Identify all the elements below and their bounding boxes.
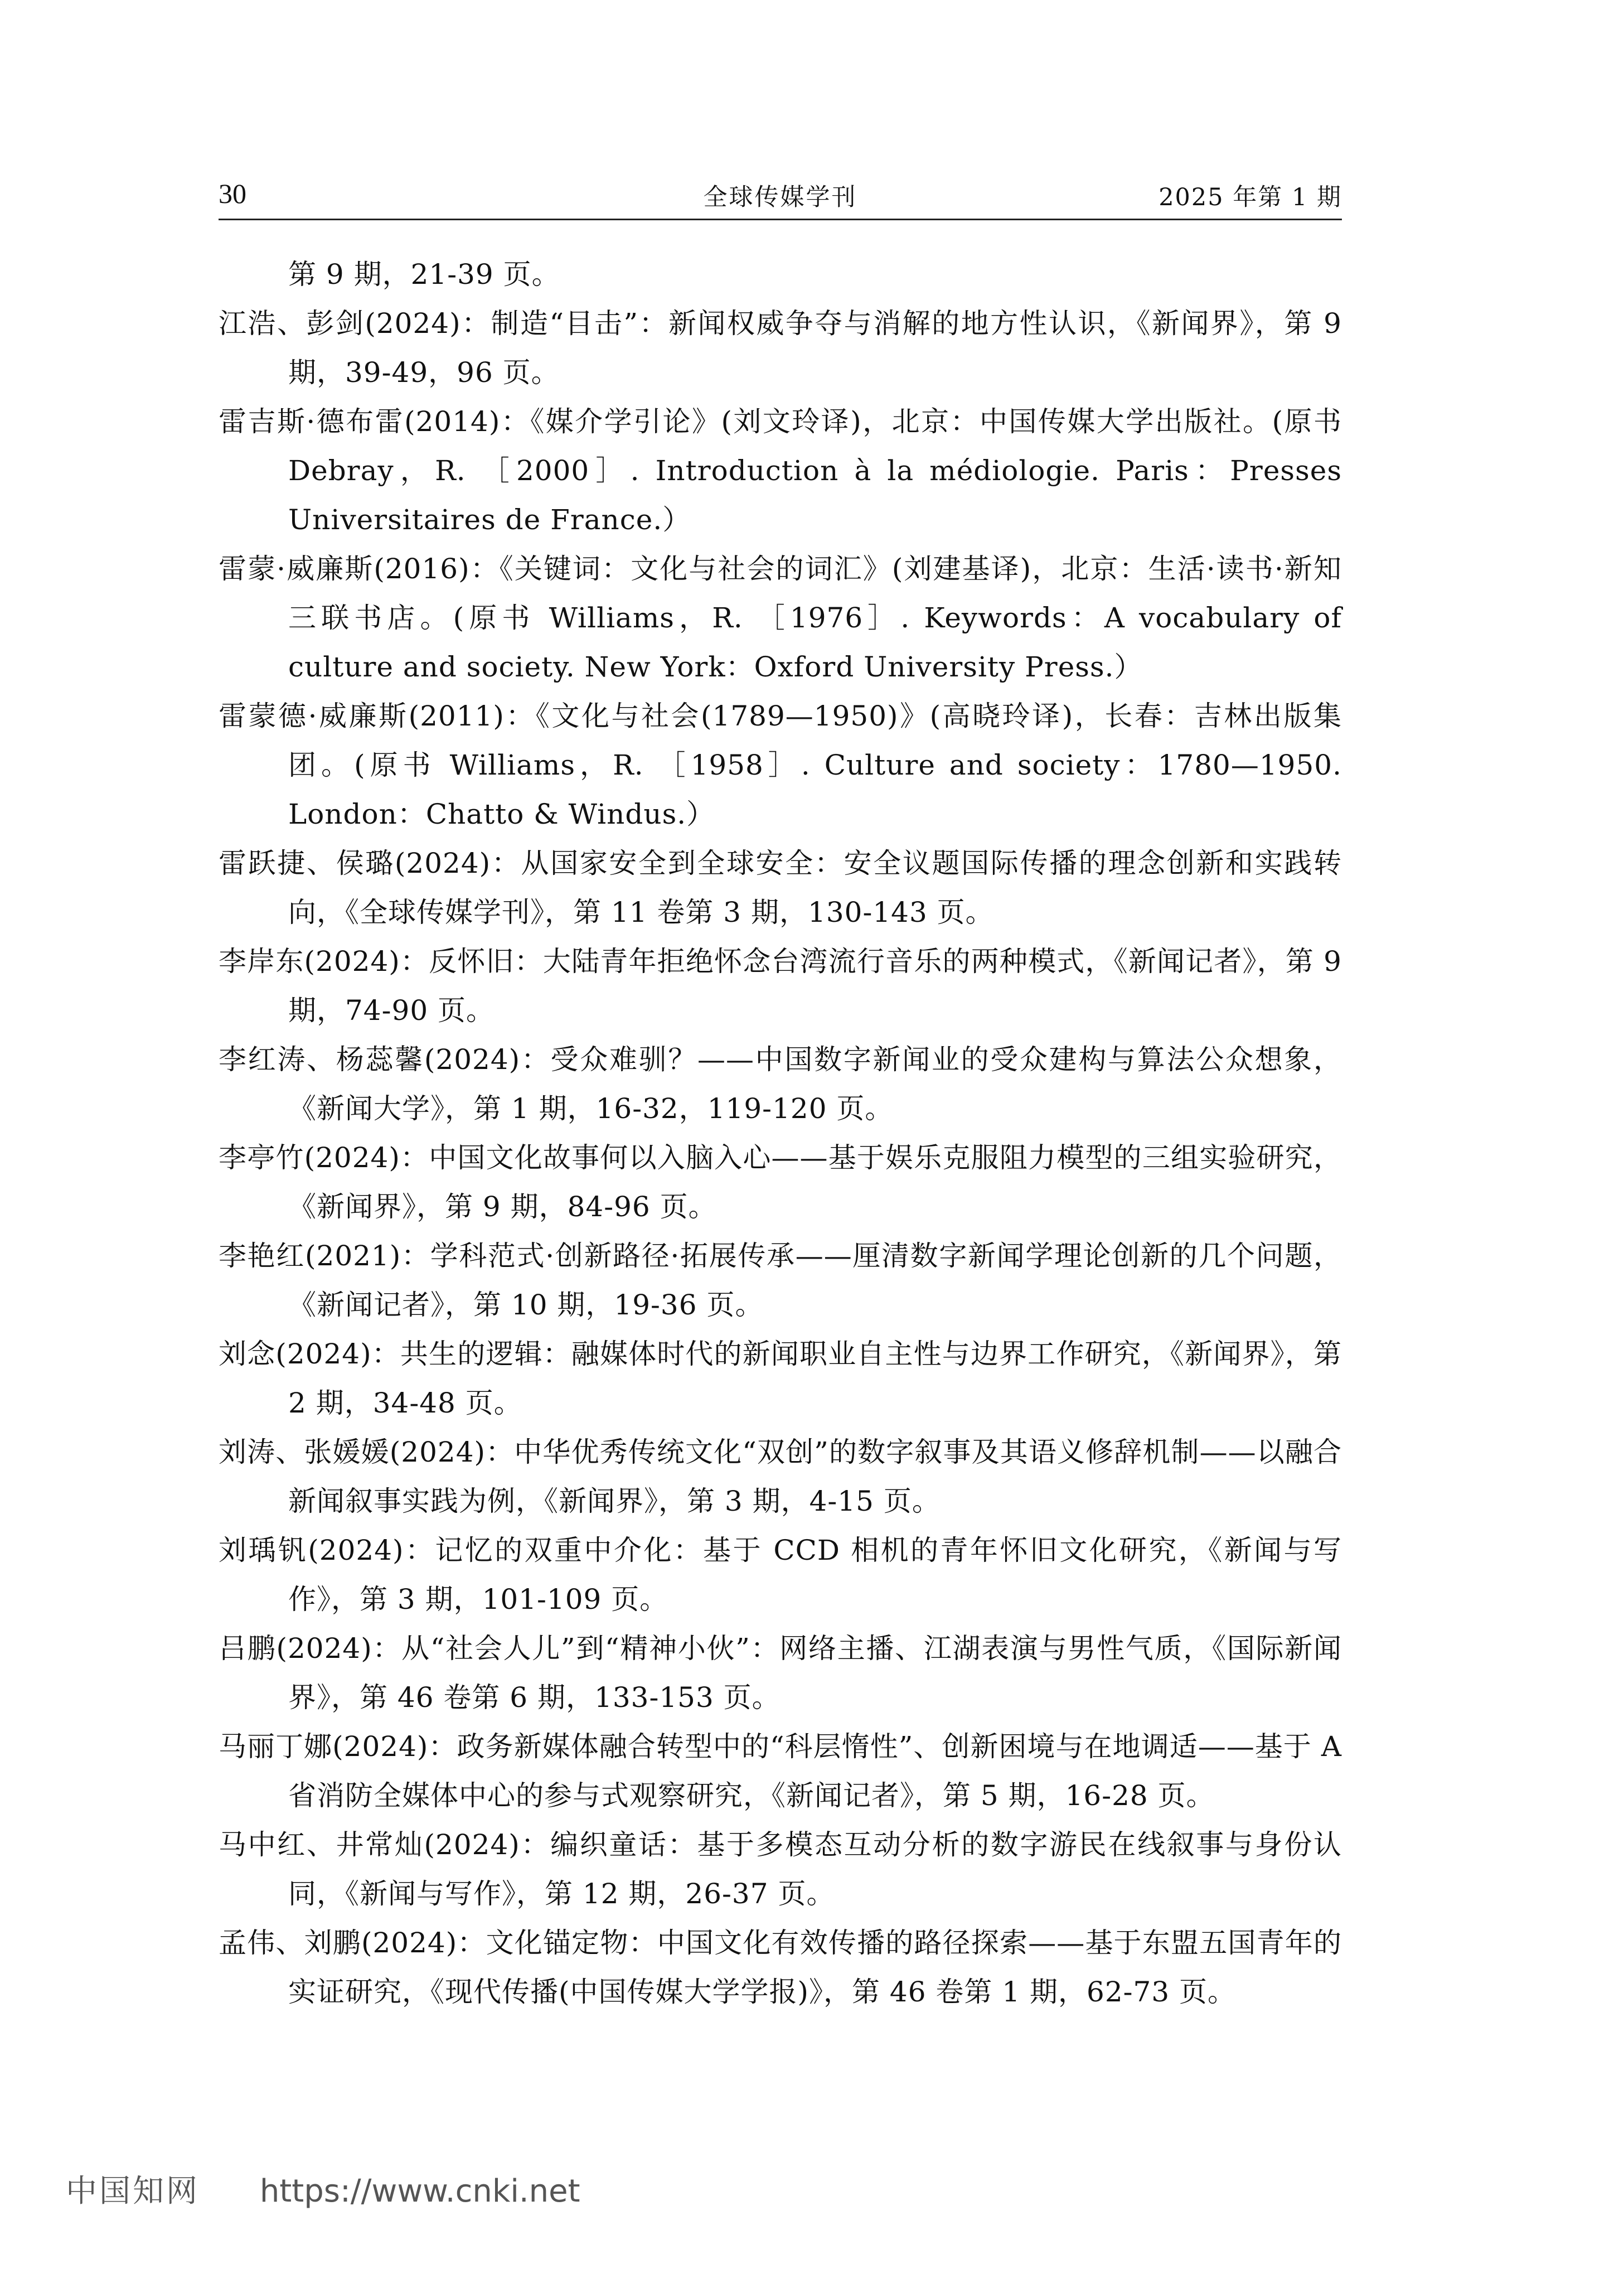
reference-entry: 江浩、彭剑(2024)：制造“目击”：新闻权威争夺与消解的地方性认识，《新闻界》，第 9 期，39-49，96 页。 bbox=[219, 307, 1342, 389]
running-header bbox=[219, 173, 1342, 220]
cnki-brand: 中国知网 bbox=[66, 2173, 200, 2209]
reference-entry: 吕鹏(2024)：从“社会人儿”到“精神小伙”：网络主播、江湖表演与男性气质，《国际新闻界》，第 46 卷第 6 期，133-153 页。 bbox=[219, 1632, 1342, 1714]
reference-entry: 雷蒙·威廉斯(2016)：《关键词：文化与社会的词汇》(刘建基译)，北京：生活·读书·新知三联书店。(原书 Williams，R. ［1976］. Keywords：A vocabulary of culture and society. New York：Oxford University Press.） bbox=[219, 553, 1342, 683]
journal-title: 全球传媒学刊 bbox=[703, 183, 857, 211]
reference-entry: 刘念(2024)：共生的逻辑：融媒体时代的新闻职业自主性与边界工作研究，《新闻界》，第 2 期，34-48 页。 bbox=[219, 1338, 1342, 1419]
reference-entry: 马中红、井常灿(2024)：编织童话：基于多模态互动分析的数字游民在线叙事与身份认同，《新闻与写作》，第 12 期，26-37 页。 bbox=[219, 1829, 1342, 1910]
reference-entry: 马丽丁娜(2024)：政务新媒体融合转型中的“科层惰性”、创新困境与在地调适——基于 A 省消防全媒体中心的参与式观察研究，《新闻记者》，第 5 期，16-28 页。 bbox=[219, 1730, 1342, 1812]
reference-entry: 雷跃捷、侯璐(2024)：从国家安全到全球安全：安全议题国际传播的理念创新和实践转向，《全球传媒学刊》，第 11 卷第 3 期，130-143 页。 bbox=[219, 847, 1342, 928]
reference-entry: 雷吉斯·德布雷(2014)：《媒介学引论》(刘文玲译)，北京：中国传媒大学出版社。(原书 Debray，R. ［2000］. Introduction à la médiologie. Paris：Presses Universitaires de France.） bbox=[219, 405, 1342, 536]
reference-entry: 李亭竹(2024)：中国文化故事何以入脑入心——基于娱乐克服阻力模型的三组实验研究，《新闻界》，第 9 期，84-96 页。 bbox=[219, 1142, 1342, 1223]
reference-entry: 刘涛、张媛媛(2024)：中华优秀传统文化“双创”的数字叙事及其语义修辞机制——以融合新闻叙事实践为例，《新闻界》，第 3 期，4-15 页。 bbox=[219, 1436, 1342, 1517]
reference-entry: 李艳红(2021)：学科范式·创新路径·拓展传承——厘清数字新闻学理论创新的几个问题，《新闻记者》，第 10 期，19-36 页。 bbox=[219, 1240, 1342, 1321]
watermark-footer bbox=[66, 2166, 580, 2217]
reference-entry: 李岸东(2024)：反怀旧：大陆青年拒绝怀念台湾流行音乐的两种模式，《新闻记者》，第 9 期，74-90 页。 bbox=[219, 945, 1342, 1027]
reference-entry: 李红涛、杨蕊馨(2024)：受众难驯？——中国数字新闻业的受众建构与算法公众想象，《新闻大学》，第 1 期，16-32，119-120 页。 bbox=[219, 1043, 1342, 1125]
reference-entry: 孟伟、刘鹏(2024)：文化锚定物：中国文化有效传播的路径探索——基于东盟五国青年的实证研究，《现代传播(中国传媒大学学报)》，第 46 卷第 1 期，62-73 页。 bbox=[219, 1927, 1342, 2008]
reference-entry: 雷蒙德·威廉斯(2011)：《文化与社会(1789—1950)》(高晓玲译)，长春：吉林出版集团。(原书 Williams，R. ［1958］. Culture and society：1780—1950. London：Chatto & Windus.） bbox=[219, 700, 1342, 830]
cnki-url: https://www.cnki.net bbox=[259, 2173, 580, 2209]
reference-list bbox=[219, 250, 1342, 2016]
page-number: 30 bbox=[219, 178, 246, 209]
reference-entry: 刘瑀钒(2024)：记忆的双重中介化：基于 CCD 相机的青年怀旧文化研究，《新闻与写作》，第 3 期，101-109 页。 bbox=[219, 1534, 1342, 1615]
issue-label: 2025 年第 1 期 bbox=[1158, 183, 1342, 211]
reference-entry: 第 9 期，21-39 页。 bbox=[288, 258, 560, 291]
